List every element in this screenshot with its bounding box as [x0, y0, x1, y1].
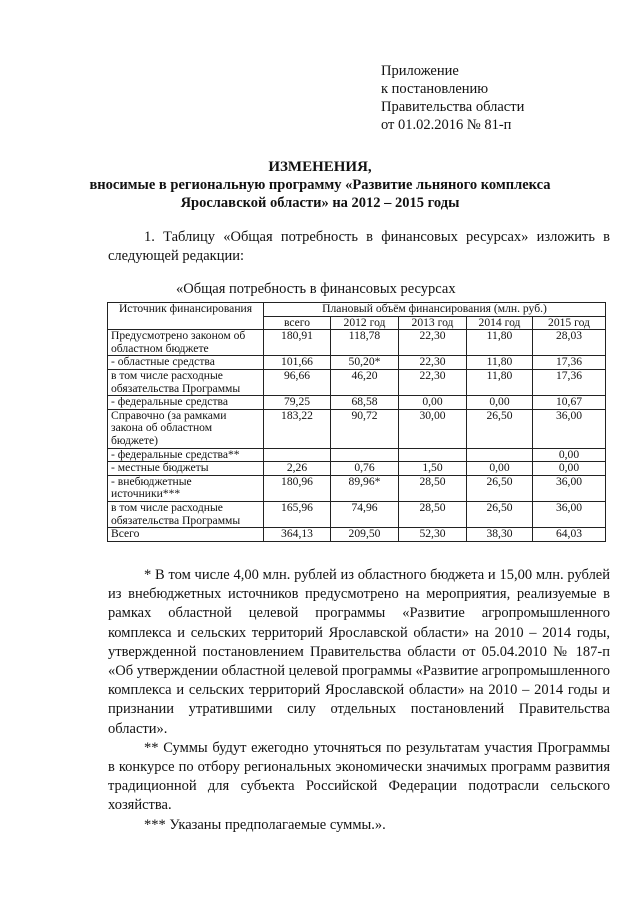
table-body	[108, 330, 606, 542]
header-plan: Плановый объём финансирования (млн. руб.)	[264, 303, 606, 317]
appendix-line: от 01.02.2016 № 81-п	[381, 117, 512, 133]
table-header-row	[108, 303, 606, 317]
row-label: - областные средства	[108, 356, 264, 370]
row-value: 22,30	[399, 369, 467, 395]
table-row	[108, 475, 606, 501]
row-value: 1,50	[399, 462, 467, 476]
row-value: 28,03	[533, 330, 606, 356]
heading-subtitle-line: Ярославской области» на 2012 – 2015 годы	[180, 195, 460, 211]
row-label: - федеральные средства	[108, 396, 264, 410]
row-value: 96,66	[264, 369, 331, 395]
row-value: 26,50	[467, 409, 533, 448]
table-title: «Общая потребность в финансовых ресурсах	[176, 281, 456, 297]
row-value	[264, 448, 331, 462]
table-row	[108, 330, 606, 356]
paragraph-text: 1. Таблицу «Общая потребность в финансовых ресурсах» изложить в следующей редакции:	[108, 229, 610, 264]
paragraph-intro	[108, 228, 610, 266]
row-label: - внебюджетные источники***	[108, 475, 264, 501]
row-value: 10,67	[533, 396, 606, 410]
row-value: 22,30	[399, 356, 467, 370]
row-value: 180,91	[264, 330, 331, 356]
row-value: 180,96	[264, 475, 331, 501]
row-value: 11,80	[467, 369, 533, 395]
row-value: 90,72	[331, 409, 399, 448]
row-value: 11,80	[467, 330, 533, 356]
heading-title: ИЗМЕНЕНИЯ,	[268, 159, 372, 175]
row-value: 28,50	[399, 501, 467, 527]
row-value: 0,00	[533, 448, 606, 462]
table-row	[108, 462, 606, 476]
row-value: 0,00	[467, 396, 533, 410]
row-value: 79,25	[264, 396, 331, 410]
footnote: * В том числе 4,00 млн. рублей из областного бюджета и 15,00 млн. рублей из внебюджетных источников предусмотрено на мероприятия, реализуемые в рамках областной целевой программы «Развитие агропромышленного комплекса и сельских территорий Ярославской области» на 2010 – 2014 годы, утвержденной постановлением Правительства области от 05.04.2010 № 187-п «Об утверждении областной целевой программы «Развитие агропромышленного комплекса и сельских территорий Ярославской области» на 2010 – 2014 годы и признании утратившими силу отдельных постановлений Правительства области».	[108, 567, 610, 737]
row-value: 17,36	[533, 369, 606, 395]
row-value: 0,00	[533, 462, 606, 476]
row-value: 2,26	[264, 462, 331, 476]
row-value: 36,00	[533, 475, 606, 501]
row-value: 364,13	[264, 528, 331, 542]
heading-subtitle-line: вносимые в региональную программу «Развитие льняного комплекса	[89, 177, 551, 193]
row-value: 46,20	[331, 369, 399, 395]
row-label: в том числе расходные обязательства Программы	[108, 501, 264, 527]
header-source: Источник финансирования	[108, 303, 264, 330]
appendix-line: Правительства области	[381, 99, 525, 115]
row-value: 22,30	[399, 330, 467, 356]
row-label: в том числе расходные обязательства Программы	[108, 369, 264, 395]
row-value: 68,58	[331, 396, 399, 410]
row-value: 209,50	[331, 528, 399, 542]
row-value: 0,00	[467, 462, 533, 476]
row-value: 50,20*	[331, 356, 399, 370]
table-row	[108, 369, 606, 395]
header-col: 2014 год	[467, 316, 533, 330]
row-value	[467, 448, 533, 462]
row-label: Всего	[108, 528, 264, 542]
row-value: 30,00	[399, 409, 467, 448]
appendix-block	[381, 62, 611, 134]
table-row	[108, 396, 606, 410]
row-value: 26,50	[467, 475, 533, 501]
row-value: 165,96	[264, 501, 331, 527]
header-col: 2012 год	[331, 316, 399, 330]
header-col: 2013 год	[399, 316, 467, 330]
row-value: 0,76	[331, 462, 399, 476]
row-value: 101,66	[264, 356, 331, 370]
footnote: ** Суммы будут ежегодно уточняться по результатам участия Программы в конкурсе по отбору региональных экономически значимых программ развития традиционной для субъекта Российской Федерации подотрасли сельского хозяйства.	[108, 739, 610, 814]
row-label: - местные бюджеты	[108, 462, 264, 476]
footnotes	[108, 566, 610, 835]
row-value: 64,03	[533, 528, 606, 542]
row-value: 118,78	[331, 330, 399, 356]
table-row	[108, 501, 606, 527]
appendix-line: к постановлению	[381, 81, 489, 97]
row-value: 89,96*	[331, 475, 399, 501]
table-row	[108, 448, 606, 462]
header-col: всего	[264, 316, 331, 330]
table-row	[108, 409, 606, 448]
row-value: 36,00	[533, 409, 606, 448]
appendix-line: Приложение	[381, 63, 459, 79]
row-value: 74,96	[331, 501, 399, 527]
row-value: 28,50	[399, 475, 467, 501]
table-row	[108, 356, 606, 370]
header-col: 2015 год	[533, 316, 606, 330]
row-value: 52,30	[399, 528, 467, 542]
document-heading	[80, 158, 560, 212]
row-value	[331, 448, 399, 462]
row-value	[399, 448, 467, 462]
row-value: 38,30	[467, 528, 533, 542]
row-value: 11,80	[467, 356, 533, 370]
row-label: Предусмотрено законом об областном бюджете	[108, 330, 264, 356]
footnote: *** Указаны предполагаемые суммы.».	[144, 816, 386, 833]
financing-table	[107, 302, 606, 542]
row-value: 0,00	[399, 396, 467, 410]
row-value: 26,50	[467, 501, 533, 527]
row-label: - федеральные средства**	[108, 448, 264, 462]
table-row	[108, 528, 606, 542]
row-value: 17,36	[533, 356, 606, 370]
row-label: Справочно (за рамками закона об областном бюджете)	[108, 409, 264, 448]
row-value: 36,00	[533, 501, 606, 527]
row-value: 183,22	[264, 409, 331, 448]
